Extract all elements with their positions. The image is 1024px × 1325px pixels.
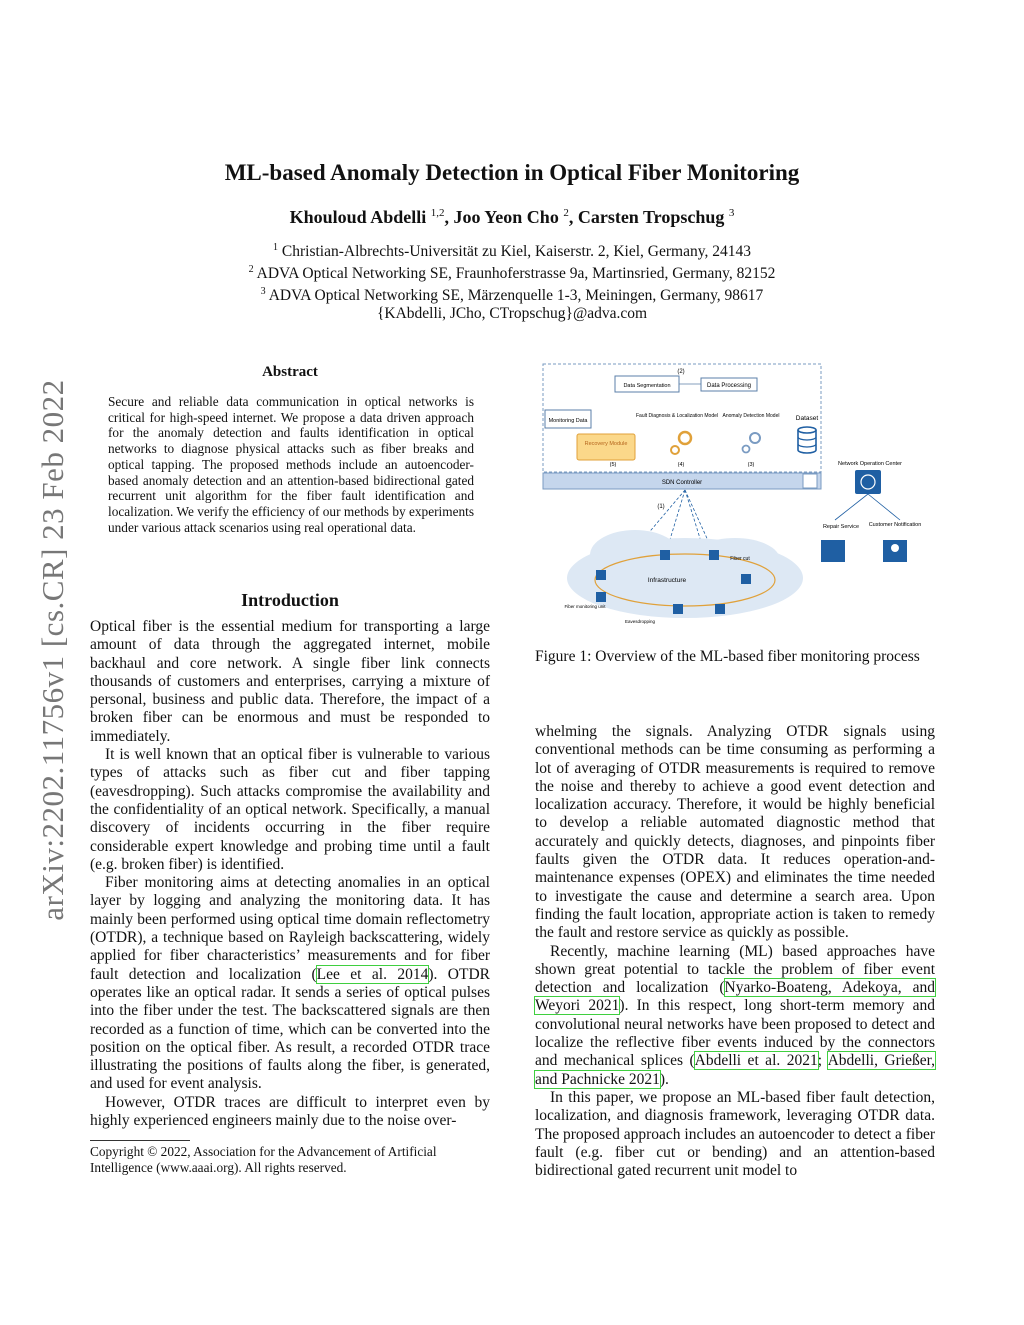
affiliation-line: $^3$ ADVA Optical Networking SE, Märzenquelle 1-3, Meiningen, Germany, 98617 bbox=[260, 286, 764, 305]
abstract-heading: Abstract bbox=[262, 364, 318, 380]
paragraph: However, OTDR traces are difficult to interpret even by highly experienced engineers mainly due to the noise over- bbox=[90, 1093, 490, 1130]
controller-icon bbox=[803, 474, 817, 488]
fault-diagnosis-label: Fault Diagnosis & Localization Model bbox=[636, 413, 718, 419]
affiliations bbox=[0, 239, 1024, 323]
customer-notification-label: Customer Notification bbox=[868, 522, 922, 528]
paragraph: whelming the signals. Analyzing OTDR signals using conventional methods can be time consuming as performing a lot of averaging of OTDR measurements is required to remove the noise and thereby to achieve a good event detection and localization accuracy. Therefore, it would be highly beneficial to develop a reliable automated diagnostic method that accurately and quickly detects, diagnoses, and pinpoints fiber faults given the OTDR data. It reduces operation-and-maintenance expenses (OPEX) and eliminates the time needed to investigate the cause and determine a search area. Upon finding the fault location, appropriate action is taken to remedy the fault and restore service as quickly as possible. bbox=[535, 723, 935, 942]
noc-label: Network Operation Center bbox=[838, 461, 902, 467]
switch-icon bbox=[660, 550, 670, 560]
recovery-module-box bbox=[577, 434, 635, 460]
gear-icon bbox=[679, 432, 691, 444]
citation-link[interactable]: Abdelli, Grießer, and Pachnicke 2021 bbox=[535, 1052, 936, 1088]
anomaly-model-label: Anomaly Detection Model bbox=[722, 413, 780, 419]
arxiv-stamp: arXiv:2202.11756v1 [cs.CR] 23 Feb 2022 bbox=[35, 379, 70, 921]
footnote-rule bbox=[90, 1140, 190, 1141]
abstract-text: Secure and reliable data communication in optical networks is critical for high-speed internet. We propose a data driven approach for the anomaly detection and faults identification in optical networks to diagnose physical attacks such as fiber breaks and optical tapping. The proposed methods include an autoencoder-based anomaly detection and an attention-based bidirectional gated recurrent unit algorithm for the fiber fault identification and localization. We verify the efficiency of our methods by experiments under various attack scenarios using real operational data. bbox=[108, 394, 474, 535]
gear-icon bbox=[671, 446, 679, 454]
right-column-body bbox=[535, 723, 935, 1180]
paragraph: Fiber monitoring aims at detecting anomalies in an optical layer by logging and analyzing the monitoring data. It has mainly been performed using optical time domain reflectometry (OTDR), a technique based on Rayleigh backscattering, widely applied for fiber characteristics’ measurements and for fiber fault detection and localization (Lee et al. 2014). OTDR operates like an optical radar. It sends a series of optical pulses into the fiber under the test. The backscattered signals are then recorded as a function of time, which can be converted into the position on the optical fiber. As result, a recorded OTDR trace illustrating the positions of faults along the fiber, is generated, and used for event analysis. bbox=[90, 874, 490, 1093]
sdn-controller-label: SDN Controller bbox=[661, 480, 703, 486]
switch-icon bbox=[596, 570, 606, 580]
figure-1 bbox=[535, 360, 935, 630]
left-column-body bbox=[90, 618, 490, 1130]
connector-line bbox=[868, 494, 900, 520]
citation-link[interactable]: Nyarko-Boateng, Adekoya, and Weyori 2021 bbox=[535, 979, 935, 1015]
author-sup: 1,2 bbox=[430, 207, 445, 219]
monitoring-data-label: Monitoring Data bbox=[548, 418, 588, 424]
repair-service-label: Repair Service bbox=[822, 524, 860, 530]
step-label: (5) bbox=[609, 462, 617, 468]
paragraph: In this paper, we propose an ML-based fiber fault detection, localization, and diagnosis framework, leveraging OTDR data. The proposed approach includes an autoencoder to detect a fiber fault (e.g. fiber cut or bending) and an attention-based bidirectional gated recurrent unit model to bbox=[535, 1088, 935, 1180]
author-sup: 2 bbox=[563, 207, 569, 219]
noc-icon bbox=[855, 470, 881, 494]
copyright-footnote: Copyright © 2022, Association for the Advancement of Artificial Intelligence (www.aaai.org). All rights reserved. bbox=[90, 1144, 437, 1175]
recovery-module-label: Recovery Module bbox=[584, 441, 628, 447]
affiliation-line: $^1$ Christian-Albrechts-Universität zu Kiel, Kaiserstr. 2, Kiel, Germany, 24143 bbox=[273, 242, 751, 261]
gear-icon bbox=[750, 433, 760, 443]
switch-icon bbox=[715, 604, 725, 614]
introduction-heading: Introduction bbox=[241, 590, 339, 610]
author-list: Khouloud Abdelli $^{1,2}$, Joo Yeon Cho $^2$, Carsten Tropschug $^3$ bbox=[289, 207, 735, 227]
author-name: Khouloud Abdelli bbox=[289, 207, 427, 227]
dataset-label: Dataset bbox=[795, 415, 819, 422]
figure-caption: Figure 1: Overview of the ML-based fiber monitoring process bbox=[535, 648, 920, 665]
database-icon bbox=[798, 427, 816, 453]
affiliation-line: $^2$ ADVA Optical Networking SE, Fraunhoferstrasse 9a, Martinsried, Germany, 82152 bbox=[248, 264, 776, 283]
data-segmentation-label: Data Segmentation bbox=[623, 383, 671, 389]
customer-icon-head bbox=[891, 544, 899, 552]
repair-truck-icon bbox=[821, 540, 845, 562]
gear-icon bbox=[743, 446, 750, 453]
switch-icon bbox=[741, 574, 751, 584]
paragraph: Recently, machine learning (ML) based approaches have shown great potential to tackle the problem of fiber event detection and localization (Nyarko-Boateng, Adekoya, and Weyori 2021). In this respect, long short-term memory and convolutional neural networks have been proposed to detect and localize the reflective fiber events induced by the connectors and mechanical splices (Abdelli et al. 2021; Abdelli, Grießer, and Pachnicke 2021). bbox=[535, 942, 936, 1088]
author-name: Carsten Tropschug bbox=[577, 207, 725, 227]
paper-title: ML-based Anomaly Detection in Optical Fiber Monitoring bbox=[224, 160, 800, 185]
author-name: Joo Yeon Cho bbox=[453, 207, 559, 227]
switch-icon bbox=[596, 592, 606, 602]
connector-line bbox=[835, 494, 868, 520]
step-label: (3) bbox=[747, 462, 755, 468]
paragraph: It is well known that an optical fiber is vulnerable to various types of attacks such as fiber cut and fiber tapping (eavesdropping). Such attacks compromise the availability and the confidentiality of an optical network. Specifically, a manual discovery of incidents occurring in the fiber require considerable expert knowledge and probing time until a fault (e.g. broken fiber) is identified. bbox=[90, 746, 490, 873]
infrastructure-label: Infrastructure bbox=[647, 577, 687, 584]
fiber-unit-label: Fiber monitoring unit bbox=[564, 604, 606, 609]
switch-icon bbox=[673, 604, 683, 614]
fiber-cut-label: Fiber cut bbox=[730, 556, 750, 562]
author-sup: 3 bbox=[728, 207, 735, 219]
step-label: (4) bbox=[677, 462, 685, 468]
paragraph: Optical fiber is the essential medium for transporting a large amount of data through the aggregated internet, mobile backhaul and core network. A single fiber link connects thousands of customers and enterprises, carrying a mixture of personal, business and public data. Therefore, the impact of a broken fiber can be enormous and must be responded to immediately. bbox=[90, 618, 490, 745]
step-label: (1) bbox=[657, 504, 665, 510]
citation-link[interactable]: Abdelli et al. 2021 bbox=[694, 1052, 818, 1070]
emails: {KAbdelli, JCho, CTropschug}@adva.com bbox=[376, 305, 648, 323]
step-label: (2) bbox=[677, 369, 685, 375]
citation-link[interactable]: Lee et al. 2014 bbox=[316, 965, 429, 983]
data-processing-label: Data Processing bbox=[706, 383, 752, 389]
switch-icon bbox=[709, 550, 719, 560]
eavesdropping-label: Eavesdropping bbox=[624, 619, 656, 624]
